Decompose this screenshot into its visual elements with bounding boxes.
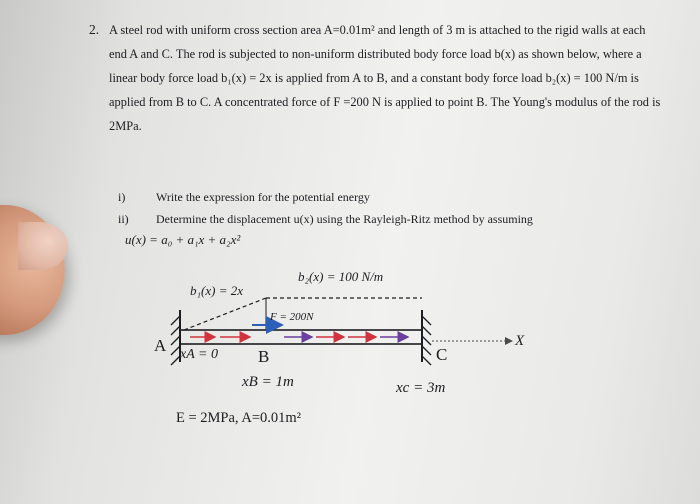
problem-number: 2. [89, 22, 100, 37]
question-index: i) [118, 190, 126, 204]
force-label: F = 200N [270, 311, 314, 323]
x-axis-label: X [515, 333, 525, 349]
b2-label: b₂(x) = 100 N/m [298, 269, 384, 284]
point-a-label: A [154, 336, 167, 355]
question-text: Write the expression for the potential energy [156, 190, 370, 204]
ritz-approximation: u(x) = a₀ + a₁x + a₂x² [125, 232, 241, 247]
b1-label: b₁(x) = 2x [190, 283, 243, 298]
xa-label: xA = 0 [180, 347, 218, 362]
xb-label: xB = 1m [242, 374, 294, 390]
point-b-label: B [258, 347, 270, 366]
point-c-label: C [436, 345, 448, 364]
question-index: ii) [118, 212, 129, 226]
question-text: Determine the displacement u(x) using the Rayleigh-Ritz method by assuming [156, 212, 533, 226]
problem-text: A steel rod with uniform cross section area A=0.01m² and length of 3 m is attached to the rigid walls at each end A and C. The rod is subjected to non-uniform distributed body force load b(x) as shown below, where a linear body force load b₁(x) = 2x is applied from A to B, and a constant body force load b₂(x) = 100 N/m is applied from B to C. A concentrated force of F =200 N is applied to point B. The Young's modulus of the rod is 2MPa. [109, 23, 661, 133]
left-wall-hatch [171, 316, 180, 365]
xc-label: xc = 3m [396, 380, 446, 396]
right-wall-hatch [422, 316, 431, 365]
given-values: E = 2MPa, A=0.01m² [176, 410, 302, 426]
